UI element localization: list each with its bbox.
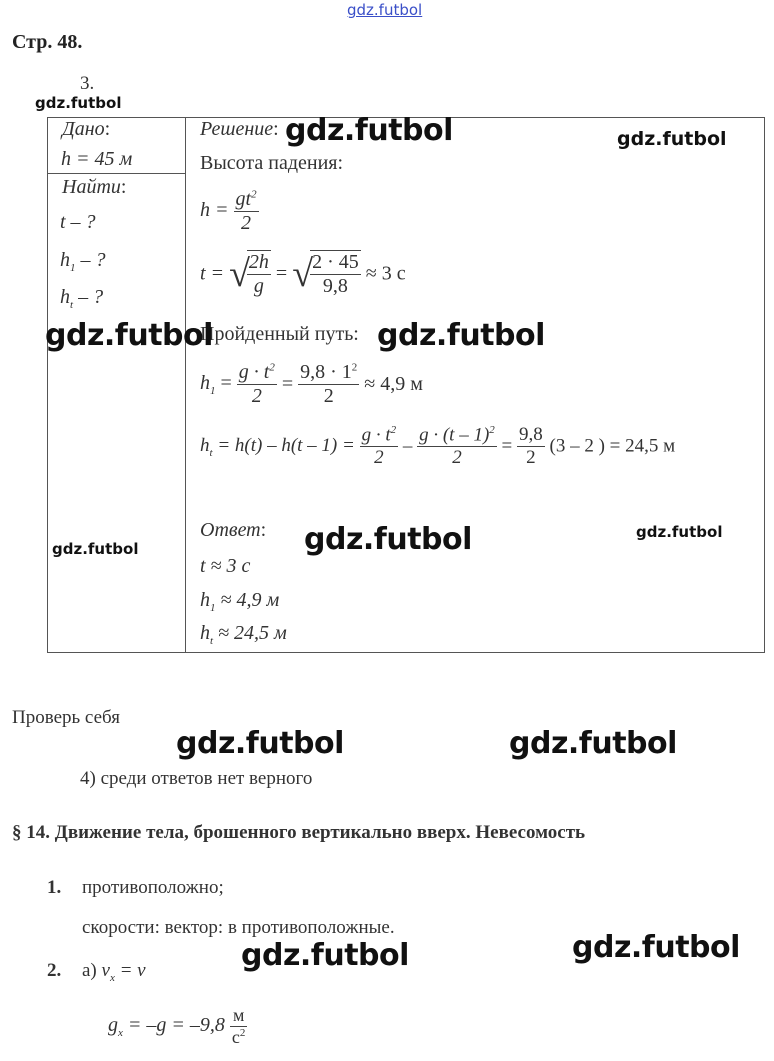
answer-title: Ответ: bbox=[200, 519, 267, 541]
problem-number: 3. bbox=[80, 73, 95, 94]
section-title: § 14. Движение тела, брошенного вертикально вверх. Невесомость bbox=[12, 822, 586, 843]
watermark: gdz.futbol bbox=[509, 726, 677, 761]
find-h1: $h_1$ – ? bbox=[60, 249, 106, 274]
check-answer: 4) среди ответов нет верного bbox=[80, 768, 313, 789]
watermark: gdz.futbol bbox=[572, 930, 740, 965]
watermark: gdz.futbol bbox=[176, 726, 344, 761]
watermark: gdz.futbol bbox=[241, 938, 409, 973]
watermark: gdz.futbol bbox=[304, 522, 472, 557]
formula-h1: $h_1$ = $\frac{g \cdot t^2}{2}$ = $\frac{9,8 \cdot 1^2}{2}$ ≈ 4,9 м bbox=[200, 361, 423, 407]
watermark: gdz.futbol bbox=[45, 318, 213, 353]
watermark: gdz.futbol bbox=[636, 523, 723, 541]
answer-ht: $h_t \approx 24,5$ м bbox=[200, 622, 287, 647]
formula-h: h = $\frac{gt^2}{2}$ bbox=[200, 188, 257, 234]
formula-ht: $h_t = h(t) - h(t - 1)$ = $\frac{g \cdot t^2}{2}$ – $\frac{g \cdot (t - 1)^2}{2}$ = $\frac{9,8}{2}$ (3 – 2 ) = 24,5 м bbox=[200, 424, 676, 469]
item2-number: 2. bbox=[47, 960, 62, 981]
find-t: t – ? bbox=[60, 211, 96, 233]
watermark: gdz.futbol bbox=[285, 113, 453, 148]
solution-title: Решение: bbox=[200, 118, 279, 140]
page-label: Стр. 48. bbox=[12, 31, 83, 53]
given-title: Дано: bbox=[62, 118, 111, 140]
distance-label: Пройденный путь: bbox=[200, 323, 359, 345]
check-label: Проверь себя bbox=[12, 707, 120, 728]
find-ht: $h_t$ – ? bbox=[60, 286, 104, 311]
watermark: gdz.futbol bbox=[35, 94, 122, 112]
watermark: gdz.futbol bbox=[377, 318, 545, 353]
answer-h1: $h_1 \approx 4,9$ м bbox=[200, 589, 280, 614]
given-h: h = 45 м bbox=[61, 148, 133, 170]
item1-line2: скорости: вектор: в противоположные. bbox=[82, 917, 395, 938]
fall-height-label: Высота падения: bbox=[200, 152, 344, 174]
watermark: gdz.futbol bbox=[52, 540, 139, 558]
formula-t: t = √ $\frac{2h}{g}$ = √ $\frac{2 \cdot 45}{9,8}$ ≈ 3 с bbox=[200, 251, 406, 297]
item2-a: а) $v_x = v$ bbox=[82, 960, 146, 984]
answer-t: t ≈ 3 с bbox=[200, 555, 251, 577]
item2-gx: $g_x = -g = -9,8$ $\frac{м}{с^2}$ bbox=[108, 1005, 246, 1047]
item1-number: 1. bbox=[47, 877, 62, 898]
watermark: gdz.futbol bbox=[617, 128, 727, 150]
item1-line1: противоположно; bbox=[82, 877, 224, 898]
top-watermark: gdz.futbol bbox=[347, 1, 423, 19]
find-title: Найти: bbox=[62, 176, 127, 198]
